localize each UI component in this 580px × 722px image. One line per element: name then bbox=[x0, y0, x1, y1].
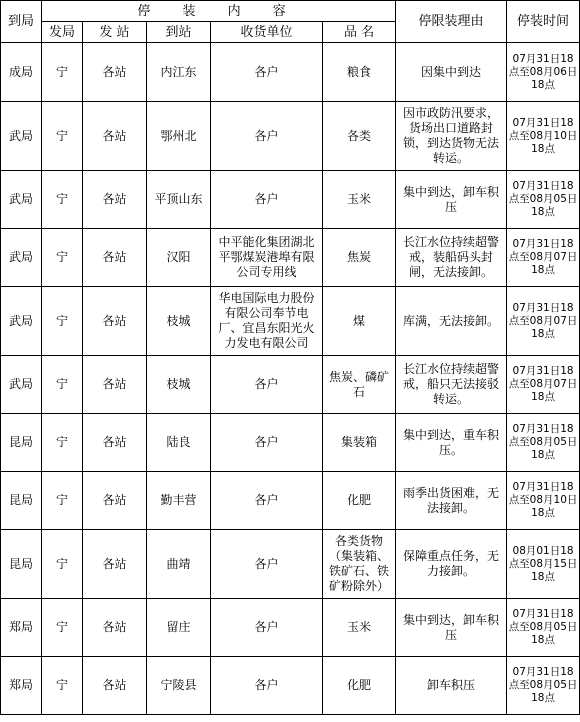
cell-time: 08月01日18点至08月15日18点 bbox=[507, 530, 580, 599]
header-to-station: 到站 bbox=[147, 22, 211, 43]
cell-receiver: 各户 bbox=[211, 530, 323, 599]
header-from-station: 发 站 bbox=[83, 22, 147, 43]
cell-from-station: 各站 bbox=[83, 102, 147, 171]
cell-from-bureau: 宁 bbox=[42, 356, 83, 414]
cell-reason: 因市政防汛要求，货场出口道路封锁，到达货物无法转运。 bbox=[396, 102, 507, 171]
cell-receiver: 各户 bbox=[211, 356, 323, 414]
cell-to-station: 枝城 bbox=[147, 287, 211, 356]
cell-from-station: 各站 bbox=[83, 43, 147, 102]
cell-to-station: 内江东 bbox=[147, 43, 211, 102]
cell-reason: 长江水位持续超警戒，船只无法接驳转运。 bbox=[396, 356, 507, 414]
cell-from-bureau: 宁 bbox=[42, 229, 83, 287]
table-row bbox=[1, 229, 580, 287]
table-row bbox=[1, 171, 580, 229]
cell-to-bureau: 武局 bbox=[1, 229, 42, 287]
cell-to-station: 留庄 bbox=[147, 599, 211, 657]
cell-from-station: 各站 bbox=[83, 229, 147, 287]
cell-receiver: 各户 bbox=[211, 472, 323, 530]
cell-from-station: 各站 bbox=[83, 356, 147, 414]
cell-from-bureau: 宁 bbox=[42, 599, 83, 657]
cell-receiver: 华电国际电力股份有限公司奉节电厂、宜昌东阳光火力发电有限公司 bbox=[211, 287, 323, 356]
cell-time: 07月31日18点至08月07日18点 bbox=[507, 287, 580, 356]
cell-from-station: 各站 bbox=[83, 472, 147, 530]
cell-to-station: 鄂州北 bbox=[147, 102, 211, 171]
header-content-group: 停 装 内 容 bbox=[42, 1, 396, 22]
header-reason: 停限装理由 bbox=[396, 1, 507, 43]
cell-goods: 化肥 bbox=[323, 657, 396, 715]
cell-goods: 焦炭 bbox=[323, 229, 396, 287]
cell-to-station: 宁陵县 bbox=[147, 657, 211, 715]
cell-from-station: 各站 bbox=[83, 171, 147, 229]
cell-time: 07月31日18点至08月10日18点 bbox=[507, 102, 580, 171]
header-receiver: 收货单位 bbox=[211, 22, 323, 43]
cell-time: 07月31日18点至08月07日18点 bbox=[507, 229, 580, 287]
cell-goods: 化肥 bbox=[323, 472, 396, 530]
header-to-bureau: 到局 bbox=[1, 1, 42, 43]
cell-goods: 煤 bbox=[323, 287, 396, 356]
cell-from-station: 各站 bbox=[83, 599, 147, 657]
table-row bbox=[1, 599, 580, 657]
cell-reason: 集中到达，卸车积压 bbox=[396, 171, 507, 229]
cell-to-bureau: 武局 bbox=[1, 171, 42, 229]
cell-reason: 因集中到达 bbox=[396, 43, 507, 102]
table-row bbox=[1, 472, 580, 530]
cell-to-bureau: 武局 bbox=[1, 287, 42, 356]
header-goods: 品 名 bbox=[323, 22, 396, 43]
cell-receiver: 各户 bbox=[211, 102, 323, 171]
cell-reason: 长江水位持续超警戒，装船码头封闸，无法接卸。 bbox=[396, 229, 507, 287]
cell-to-bureau: 昆局 bbox=[1, 414, 42, 472]
cell-goods: 各类货物（集装箱、铁矿石、铁矿粉除外） bbox=[323, 530, 396, 599]
cell-receiver: 中平能化集团湖北平鄂煤炭港埠有限公司专用线 bbox=[211, 229, 323, 287]
cell-to-station: 曲靖 bbox=[147, 530, 211, 599]
table-row bbox=[1, 102, 580, 171]
cell-time: 07月31日18点至08月05日18点 bbox=[507, 171, 580, 229]
cell-reason: 保障重点任务，无力接卸。 bbox=[396, 530, 507, 599]
cell-receiver: 各户 bbox=[211, 414, 323, 472]
cell-goods: 玉米 bbox=[323, 599, 396, 657]
cell-to-bureau: 成局 bbox=[1, 43, 42, 102]
cell-to-station: 陆良 bbox=[147, 414, 211, 472]
cell-receiver: 各户 bbox=[211, 43, 323, 102]
cell-time: 07月31日18点至08月06日18点 bbox=[507, 43, 580, 102]
cell-from-bureau: 宁 bbox=[42, 657, 83, 715]
header-from-bureau: 发局 bbox=[42, 22, 83, 43]
cell-time: 07月31日18点至08月07日18点 bbox=[507, 356, 580, 414]
table-row bbox=[1, 43, 580, 102]
cell-from-bureau: 宁 bbox=[42, 414, 83, 472]
cell-from-bureau: 宁 bbox=[42, 171, 83, 229]
cell-from-bureau: 宁 bbox=[42, 43, 83, 102]
header-time: 停装时间 bbox=[507, 1, 580, 43]
cell-receiver: 各户 bbox=[211, 171, 323, 229]
cell-from-bureau: 宁 bbox=[42, 102, 83, 171]
cell-goods: 各类 bbox=[323, 102, 396, 171]
cell-to-bureau: 昆局 bbox=[1, 472, 42, 530]
cell-from-station: 各站 bbox=[83, 414, 147, 472]
cell-to-station: 枝城 bbox=[147, 356, 211, 414]
cell-reason: 集中到达，重车积压。 bbox=[396, 414, 507, 472]
cell-reason: 雨季出货困难，无法接卸。 bbox=[396, 472, 507, 530]
cell-time: 07月31日18点至08月05日18点 bbox=[507, 657, 580, 715]
cell-to-station: 平顶山东 bbox=[147, 171, 211, 229]
cell-to-station: 汉阳 bbox=[147, 229, 211, 287]
cell-to-station: 勤丰营 bbox=[147, 472, 211, 530]
cell-goods: 集装箱 bbox=[323, 414, 396, 472]
cell-reason: 卸车积压 bbox=[396, 657, 507, 715]
table-row bbox=[1, 356, 580, 414]
cell-from-station: 各站 bbox=[83, 287, 147, 356]
cell-from-bureau: 宁 bbox=[42, 472, 83, 530]
cell-to-bureau: 郑局 bbox=[1, 657, 42, 715]
table-row bbox=[1, 657, 580, 715]
cell-goods: 玉米 bbox=[323, 171, 396, 229]
cell-to-bureau: 武局 bbox=[1, 356, 42, 414]
table-row bbox=[1, 414, 580, 472]
cell-time: 07月31日18点至08月05日18点 bbox=[507, 414, 580, 472]
cell-from-bureau: 宁 bbox=[42, 530, 83, 599]
table-body bbox=[1, 43, 580, 715]
cell-goods: 焦炭、磷矿石 bbox=[323, 356, 396, 414]
cell-to-bureau: 武局 bbox=[1, 102, 42, 171]
cell-time: 07月31日18点至08月05日18点 bbox=[507, 599, 580, 657]
cell-from-station: 各站 bbox=[83, 530, 147, 599]
cell-to-bureau: 郑局 bbox=[1, 599, 42, 657]
cell-time: 07月31日18点至08月10日18点 bbox=[507, 472, 580, 530]
cell-from-station: 各站 bbox=[83, 657, 147, 715]
cell-receiver: 各户 bbox=[211, 599, 323, 657]
cell-to-bureau: 昆局 bbox=[1, 530, 42, 599]
cell-receiver: 各户 bbox=[211, 657, 323, 715]
cell-goods: 粮食 bbox=[323, 43, 396, 102]
cell-reason: 集中到达，卸车积压 bbox=[396, 599, 507, 657]
cell-reason: 库满，无法接卸。 bbox=[396, 287, 507, 356]
table-row bbox=[1, 287, 580, 356]
table-row bbox=[1, 530, 580, 599]
cell-from-bureau: 宁 bbox=[42, 287, 83, 356]
